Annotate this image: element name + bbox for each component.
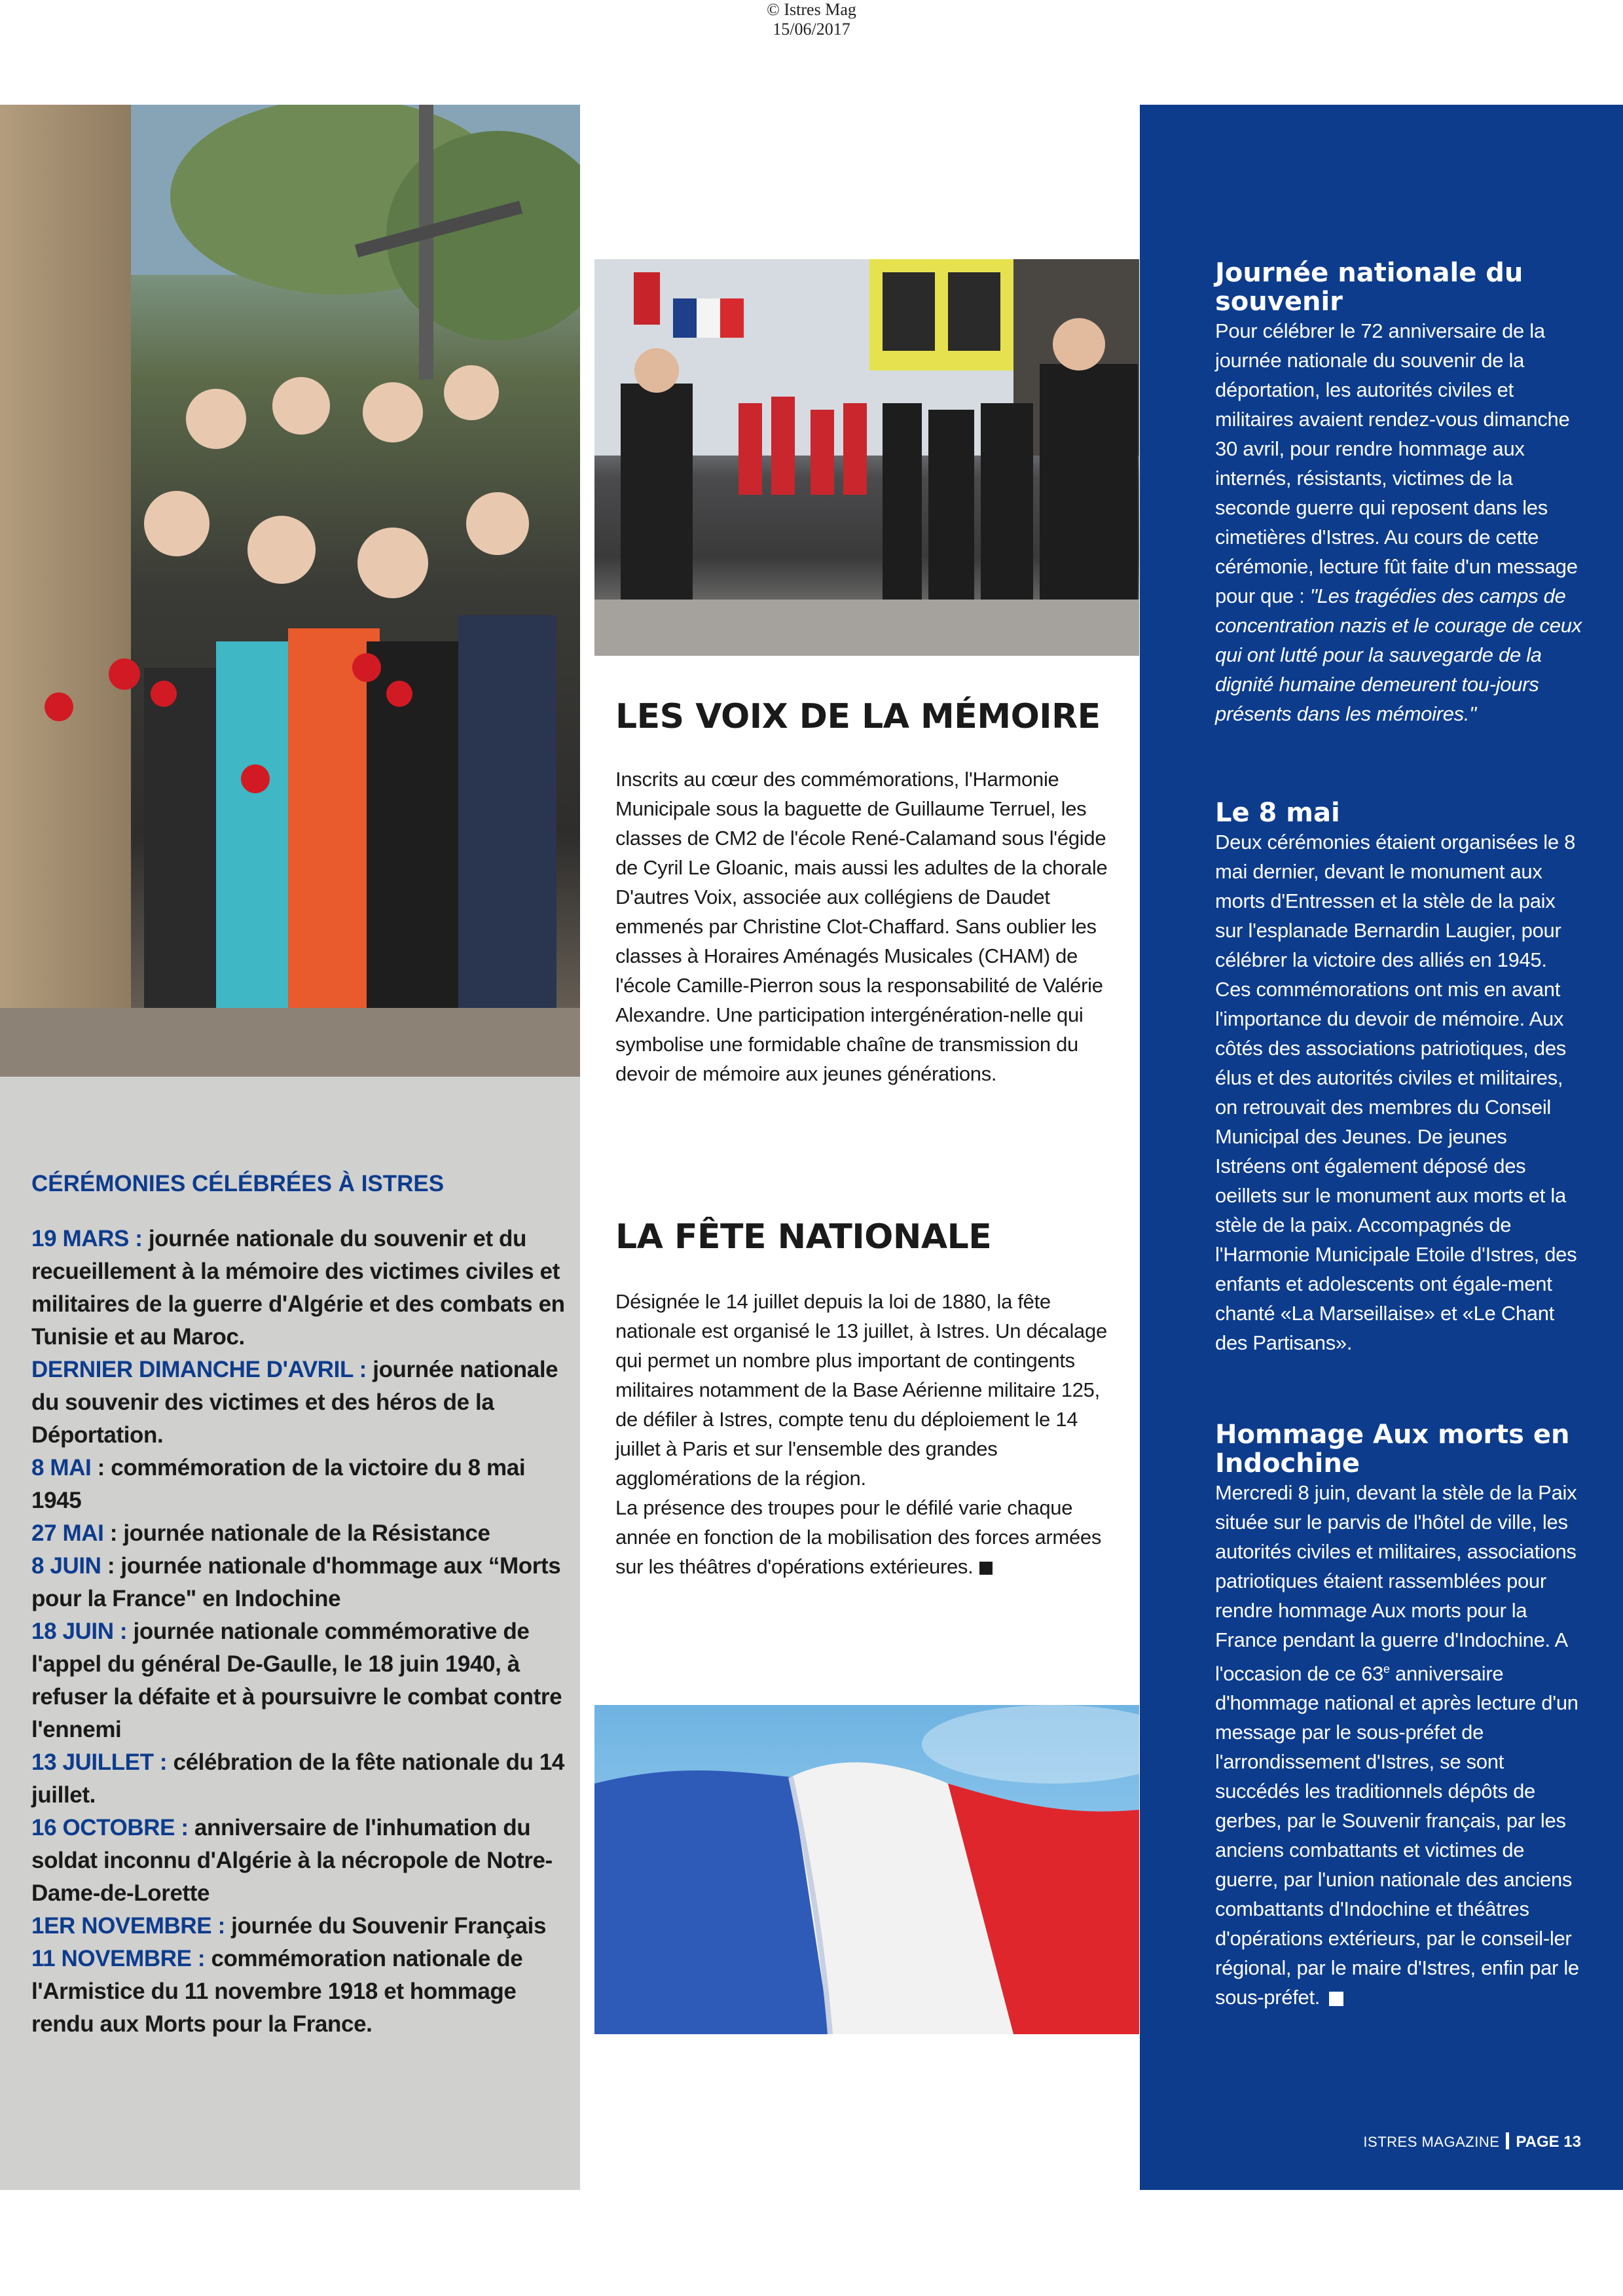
ceremony-date: 8 MAI <box>31 1455 92 1480</box>
ceremony-text: journée du Souvenir Français <box>225 1913 547 1939</box>
end-of-article-mark <box>1329 1992 1343 2006</box>
ceremony-date: 27 MAI <box>31 1520 104 1546</box>
fete-heading: LA FÊTE NATIONALE <box>615 1217 992 1257</box>
mai-heading: Le 8 mai <box>1215 798 1340 828</box>
ceremony-item <box>31 1550 568 1615</box>
mai-body: Deux cérémonies étaient organisées le 8 mai dernier, devant le monument aux morts d'Entressen et la stèle de la paix sur l'esplanade Bernardin Laugier, pour célébrer la victoire des alliés en 1945. Ces commémorations ont mis en avant l'importance du devoir de mémoire. Aux côtés des associations patriotiques, des élus et des autorités civiles et militaires, on retrouvait des membres du Conseil Municipal des Jeunes. De jeunes Istréens ont également déposé des oeillets sur le monument aux morts et la stèle de la paix. Accompagnés de l'Harmonie Municipale Etoile d'Istres, des enfants et adolescents ont égale-ment chanté «La Marseillaise» et «Le Chant des Partisans». <box>1215 831 1577 1354</box>
indochine-section <box>1215 1420 1582 2012</box>
ceremony-date: 11 NOVEMBRE : <box>31 1946 206 1971</box>
fete-paragraph-2 <box>615 1493 1126 1581</box>
flag-illustration <box>594 1705 1139 2034</box>
copyright-date: 15/06/2017 <box>773 20 850 39</box>
souvenir-heading: Journée nationale du souvenir <box>1215 258 1523 317</box>
souvenir-quote: "Les tragédies des camps de concentration nazis et le courage de ceux qui ont lutté pour la sauvegarde de la dignité humaine demeurent tou-jours présents dans les mémoires." <box>1215 584 1582 725</box>
copyright-text: © Istres Mag <box>767 0 856 19</box>
fete-paragraph-1: Désignée le 14 juillet depuis la loi de 1880, la fête nationale est organisé le 13 juillet, à Istres. Un décalage qui permet un nombre plus important de contingents militaires notamment de la Base Aérienne militaire 125, de défiler à Istres, compte tenu du déploiement le 14 juillet à Paris et sur l'ensemble des grandes agglomérations de la région. <box>615 1290 1107 1490</box>
photo-schoolchildren-choir <box>0 105 580 1077</box>
voix-body: Inscrits au cœur des commémorations, l'Harmonie Municipale sous la baguette de Guillaume Terruel, les classes de CM2 de l'école René-Calamand sous l'égide de Cyril Le Gloanic, mais aussi les adultes de la chorale D'autres Voix, associée aux collégiens de Daudet emmenés par Christine Clot-Chaffard. Sans oublier les classes à Horaires Aménagés Musicales (CHAM) de l'école Camille-Pierron sous la responsabilité de Valérie Alexandre. Une participation intergénération-nelle qui symbolise une formidable chaîne de transmission du devoir de mémoire aux jeunes générations. <box>615 768 1108 1085</box>
ceremony-text: journée nationale commémorative de l'appel du général De-Gaulle, le 18 juin 1940, à refuser la défaite et à poursuivre le combat contre l'ennemi <box>31 1619 562 1742</box>
ceremony-date: DERNIER DIMANCHE D'AVRIL : <box>31 1357 367 1382</box>
ceremony-date: 1ER NOVEMBRE : <box>31 1913 225 1939</box>
ceremony-item <box>31 1452 568 1517</box>
ceremony-item <box>31 1910 568 1943</box>
ceremony-item <box>31 1812 568 1910</box>
fete-body <box>615 1287 1126 1581</box>
fete-paragraph-2-text: La présence des troupes pour le défilé varie chaque année en fonction de la mobilisation des forces armées sur les théâtres d'opérations extérieures. <box>615 1496 1102 1578</box>
souvenir-body <box>1215 316 1582 728</box>
ceremony-date: 19 MARS : <box>31 1226 143 1251</box>
ceremony-item <box>31 1746 568 1812</box>
indochine-heading: Hommage Aux morts en Indochine <box>1215 1420 1570 1479</box>
ceremony-item <box>31 1354 568 1452</box>
ceremonies-heading: CÉRÉMONIES CÉLÉBRÉES À ISTRES <box>31 1171 445 1196</box>
ceremony-text: célébration de la fête nationale du 14 juillet. <box>31 1749 564 1808</box>
ceremony-text: journée nationale du souvenir et du recueillement à la mémoire des victimes civiles et militaires de la guerre d'Algérie et des combats en Tunisie et au Maroc. <box>31 1226 565 1350</box>
ceremony-item <box>31 1517 568 1550</box>
choir-illustration <box>0 105 580 1077</box>
ceremony-date: 16 OCTOBRE : <box>31 1815 189 1840</box>
ceremony-date: 13 JUILLET : <box>31 1749 168 1775</box>
indochine-body <box>1215 1478 1582 2012</box>
ceremony-text: : journée nationale d'hommage aux “Morts pour la France" en Indochine <box>31 1553 561 1611</box>
mai-section <box>1215 798 1582 1357</box>
band-illustration <box>594 259 1139 656</box>
magazine-name: ISTRES MAGAZINE <box>1363 2134 1500 2150</box>
indochine-text-a: Mercredi 8 juin, devant la stèle de la Paix située sur le parvis de l'hôtel de ville, les autorités civiles et militaires, associations patriotiques étaient rassemblées pour rendre hommage Aux morts pour la France pendant la guerre d'Indochine. A l'occasion de ce 63 <box>1215 1481 1577 1685</box>
souvenir-section <box>1215 259 1582 728</box>
photo-municipal-band <box>594 259 1139 656</box>
ceremony-text: anniversaire de l'inhumation du soldat inconnu d'Algérie à la nécropole de Notre-Dame-de-Lorette <box>31 1815 553 1906</box>
souvenir-text: Pour célébrer le 72 anniversaire de la journée nationale du souvenir de la déportation, les autorités civiles et militaires avaient rendez-vous dimanche 30 avril, pour rendre hommage aux internés, résistants, victimes de la seconde guerre qui reposent dans les cimetières d'Istres. Au cours de cette cérémonie, lecture fût faite d'un message pour que : <box>1215 319 1578 607</box>
ceremonies-list <box>31 1223 568 2041</box>
indochine-text-b: anniversaire d'hommage national et après lecture d'un message par le sous-préfet de l'arrondissement d'Istres, se sont succédés les traditionnels dépôts de gerbes, par le Souvenir français, par les anciens combattants et victimes de guerre, par l'union nationale des anciens combattants d'Indochine et théâtres d'opérations extérieurs, par le conseil-ler régional, par le maire d'Istres, enfin par le sous-préfet. <box>1215 1662 1579 2009</box>
ceremony-date: 18 JUIN : <box>31 1619 128 1644</box>
ceremony-item <box>31 1943 568 2041</box>
end-of-article-mark <box>979 1562 993 1575</box>
ceremony-text: : commémoration de la victoire du 8 mai 1945 <box>31 1455 526 1513</box>
ceremony-date: 8 JUIN <box>31 1553 101 1579</box>
voix-heading: LES VOIX DE LA MÉMOIRE <box>615 697 1101 736</box>
copyright-notice <box>0 0 1623 39</box>
ceremony-text: journée nationale du souvenir des victimes et des héros de la Déportation. <box>31 1357 558 1448</box>
ceremony-item <box>31 1615 568 1746</box>
footer-divider <box>1506 2132 1509 2149</box>
page-number: PAGE 13 <box>1516 2133 1581 2151</box>
photo-french-flag <box>594 1705 1139 2034</box>
page-footer <box>1363 2132 1581 2151</box>
indochine-superscript: e <box>1383 1662 1390 1676</box>
ceremony-text: commémoration nationale de l'Armistice du 11 novembre 1918 et hommage rendu aux Morts pour la France. <box>31 1946 523 2037</box>
ceremony-item <box>31 1223 568 1354</box>
ceremony-text: : journée nationale de la Résistance <box>103 1520 490 1546</box>
